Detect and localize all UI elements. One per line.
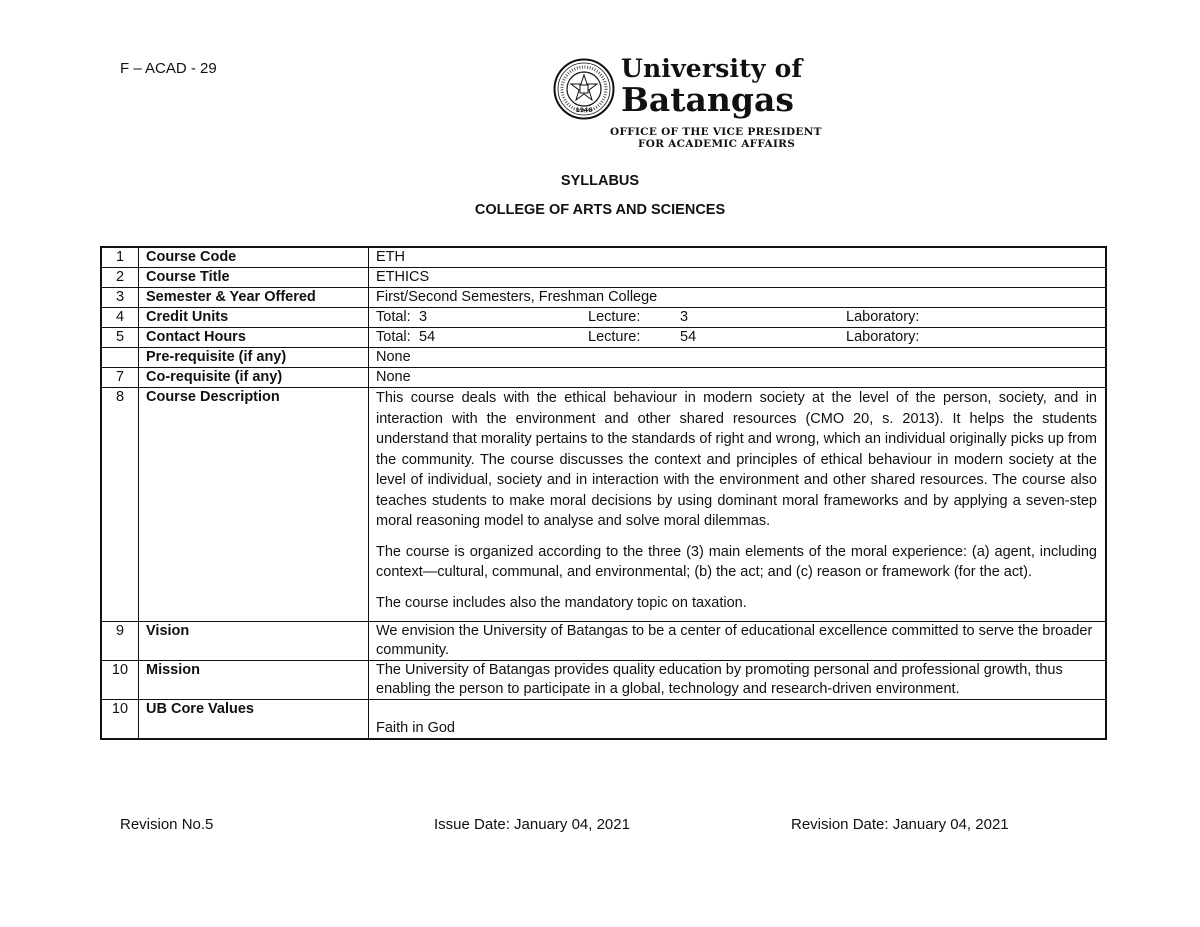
lecture-label: Lecture: [588, 329, 641, 345]
table-row [101, 308, 1106, 328]
revision-number: Revision No.5 [120, 816, 214, 833]
lecture-value: 54 [680, 329, 697, 345]
table-row [101, 661, 1106, 700]
table-row [101, 622, 1106, 661]
table-row [101, 388, 1106, 622]
row-number [101, 348, 139, 368]
table-row [101, 268, 1106, 288]
lecture-value: 3 [680, 309, 689, 325]
course-description [369, 388, 1107, 622]
office-line1: OFFICE OF THE VICE PRESIDENT [610, 126, 822, 138]
row-label: Mission [139, 661, 369, 700]
syllabus-title: SYLLABUS [560, 173, 640, 189]
row-label: Course Description [139, 388, 369, 622]
description-paragraph: This course deals with the ethical behaviour in modern society at the level of the person, society, and in interaction with the environment and other shared resources (CMO 20, s. 2013). It helps the students understand that morality pertains to the standards of right and wrong, which an individual originally picks up from the community. The course discusses the context and principles of ethical behaviour in modern society at the level of individual, society and in interaction with the environment and other shared resources. The course also teaches students to make moral decisions by using dominant moral frameworks and by applying a seven-step moral reasoning model to analyse and solve moral dilemmas. [376, 390, 1097, 529]
contact-hours-value [369, 328, 1107, 348]
row-number: 10 [101, 700, 139, 740]
total-label: Total: [376, 309, 411, 325]
row-value: None [369, 348, 1107, 368]
office-line2: FOR ACADEMIC AFFAIRS [638, 138, 796, 150]
table-row [101, 288, 1106, 308]
university-name-line1: University of [621, 54, 803, 83]
lecture-label: Lecture: [588, 309, 641, 325]
row-label: Credit Units [139, 308, 369, 328]
revision-date: Revision Date: January 04, 2021 [791, 816, 1009, 833]
laboratory-label: Laboratory: [846, 309, 920, 325]
syllabus-table [100, 246, 1107, 740]
laboratory-label: Laboratory: [846, 329, 920, 345]
total-value: 3 [419, 309, 428, 325]
row-number: 7 [101, 368, 139, 388]
table-row [101, 328, 1106, 348]
row-label: Pre-requisite (if any) [139, 348, 369, 368]
seal-year: 1946 [575, 107, 593, 114]
table-row [101, 700, 1106, 740]
row-value: None [369, 368, 1107, 388]
row-number: 9 [101, 622, 139, 661]
description-paragraph: The course is organized according to the three (3) main elements of the moral experience: (a) agent, including context—cultural, communal, and environmental; (b) the act; and (c) reason or framework (for the act). [376, 543, 1097, 580]
row-label: Vision [139, 622, 369, 661]
form-code: F – ACAD - 29 [120, 60, 217, 77]
row-number: 4 [101, 308, 139, 328]
row-value: The University of Batangas provides quality education by promoting personal and professional growth, thus enabling the person to participate in a global, technology and research-driven environment. [369, 661, 1107, 700]
issue-date: Issue Date: January 04, 2021 [434, 816, 630, 833]
total-label: Total: [376, 329, 411, 345]
table-row [101, 247, 1106, 268]
row-number: 8 [101, 388, 139, 622]
row-number: 3 [101, 288, 139, 308]
row-value: We envision the University of Batangas to be a center of educational excellence committed to serve the broader community. [369, 622, 1107, 661]
college-title: COLLEGE OF ARTS AND SCIENCES [474, 202, 726, 218]
row-number: 10 [101, 661, 139, 700]
row-value: ETH [369, 247, 1107, 268]
university-logo [553, 54, 823, 150]
row-number: 5 [101, 328, 139, 348]
total-value: 54 [419, 329, 436, 345]
university-seal-icon [553, 58, 615, 120]
row-label: UB Core Values [139, 700, 369, 740]
credit-units-value [369, 308, 1107, 328]
table-row [101, 368, 1106, 388]
row-label: Course Code [139, 247, 369, 268]
table-row [101, 348, 1106, 368]
row-value: First/Second Semesters, Freshman College [369, 288, 1107, 308]
core-value-item: Faith in God [376, 720, 455, 736]
row-label: Semester & Year Offered [139, 288, 369, 308]
university-name-line2: Batangas [621, 80, 794, 119]
row-number: 1 [101, 247, 139, 268]
row-value: ETHICS [369, 268, 1107, 288]
core-values-value [369, 700, 1107, 740]
row-label: Co-requisite (if any) [139, 368, 369, 388]
row-label: Course Title [139, 268, 369, 288]
description-paragraph: The course includes also the mandatory topic on taxation. [376, 594, 747, 611]
row-number: 2 [101, 268, 139, 288]
row-label: Contact Hours [139, 328, 369, 348]
